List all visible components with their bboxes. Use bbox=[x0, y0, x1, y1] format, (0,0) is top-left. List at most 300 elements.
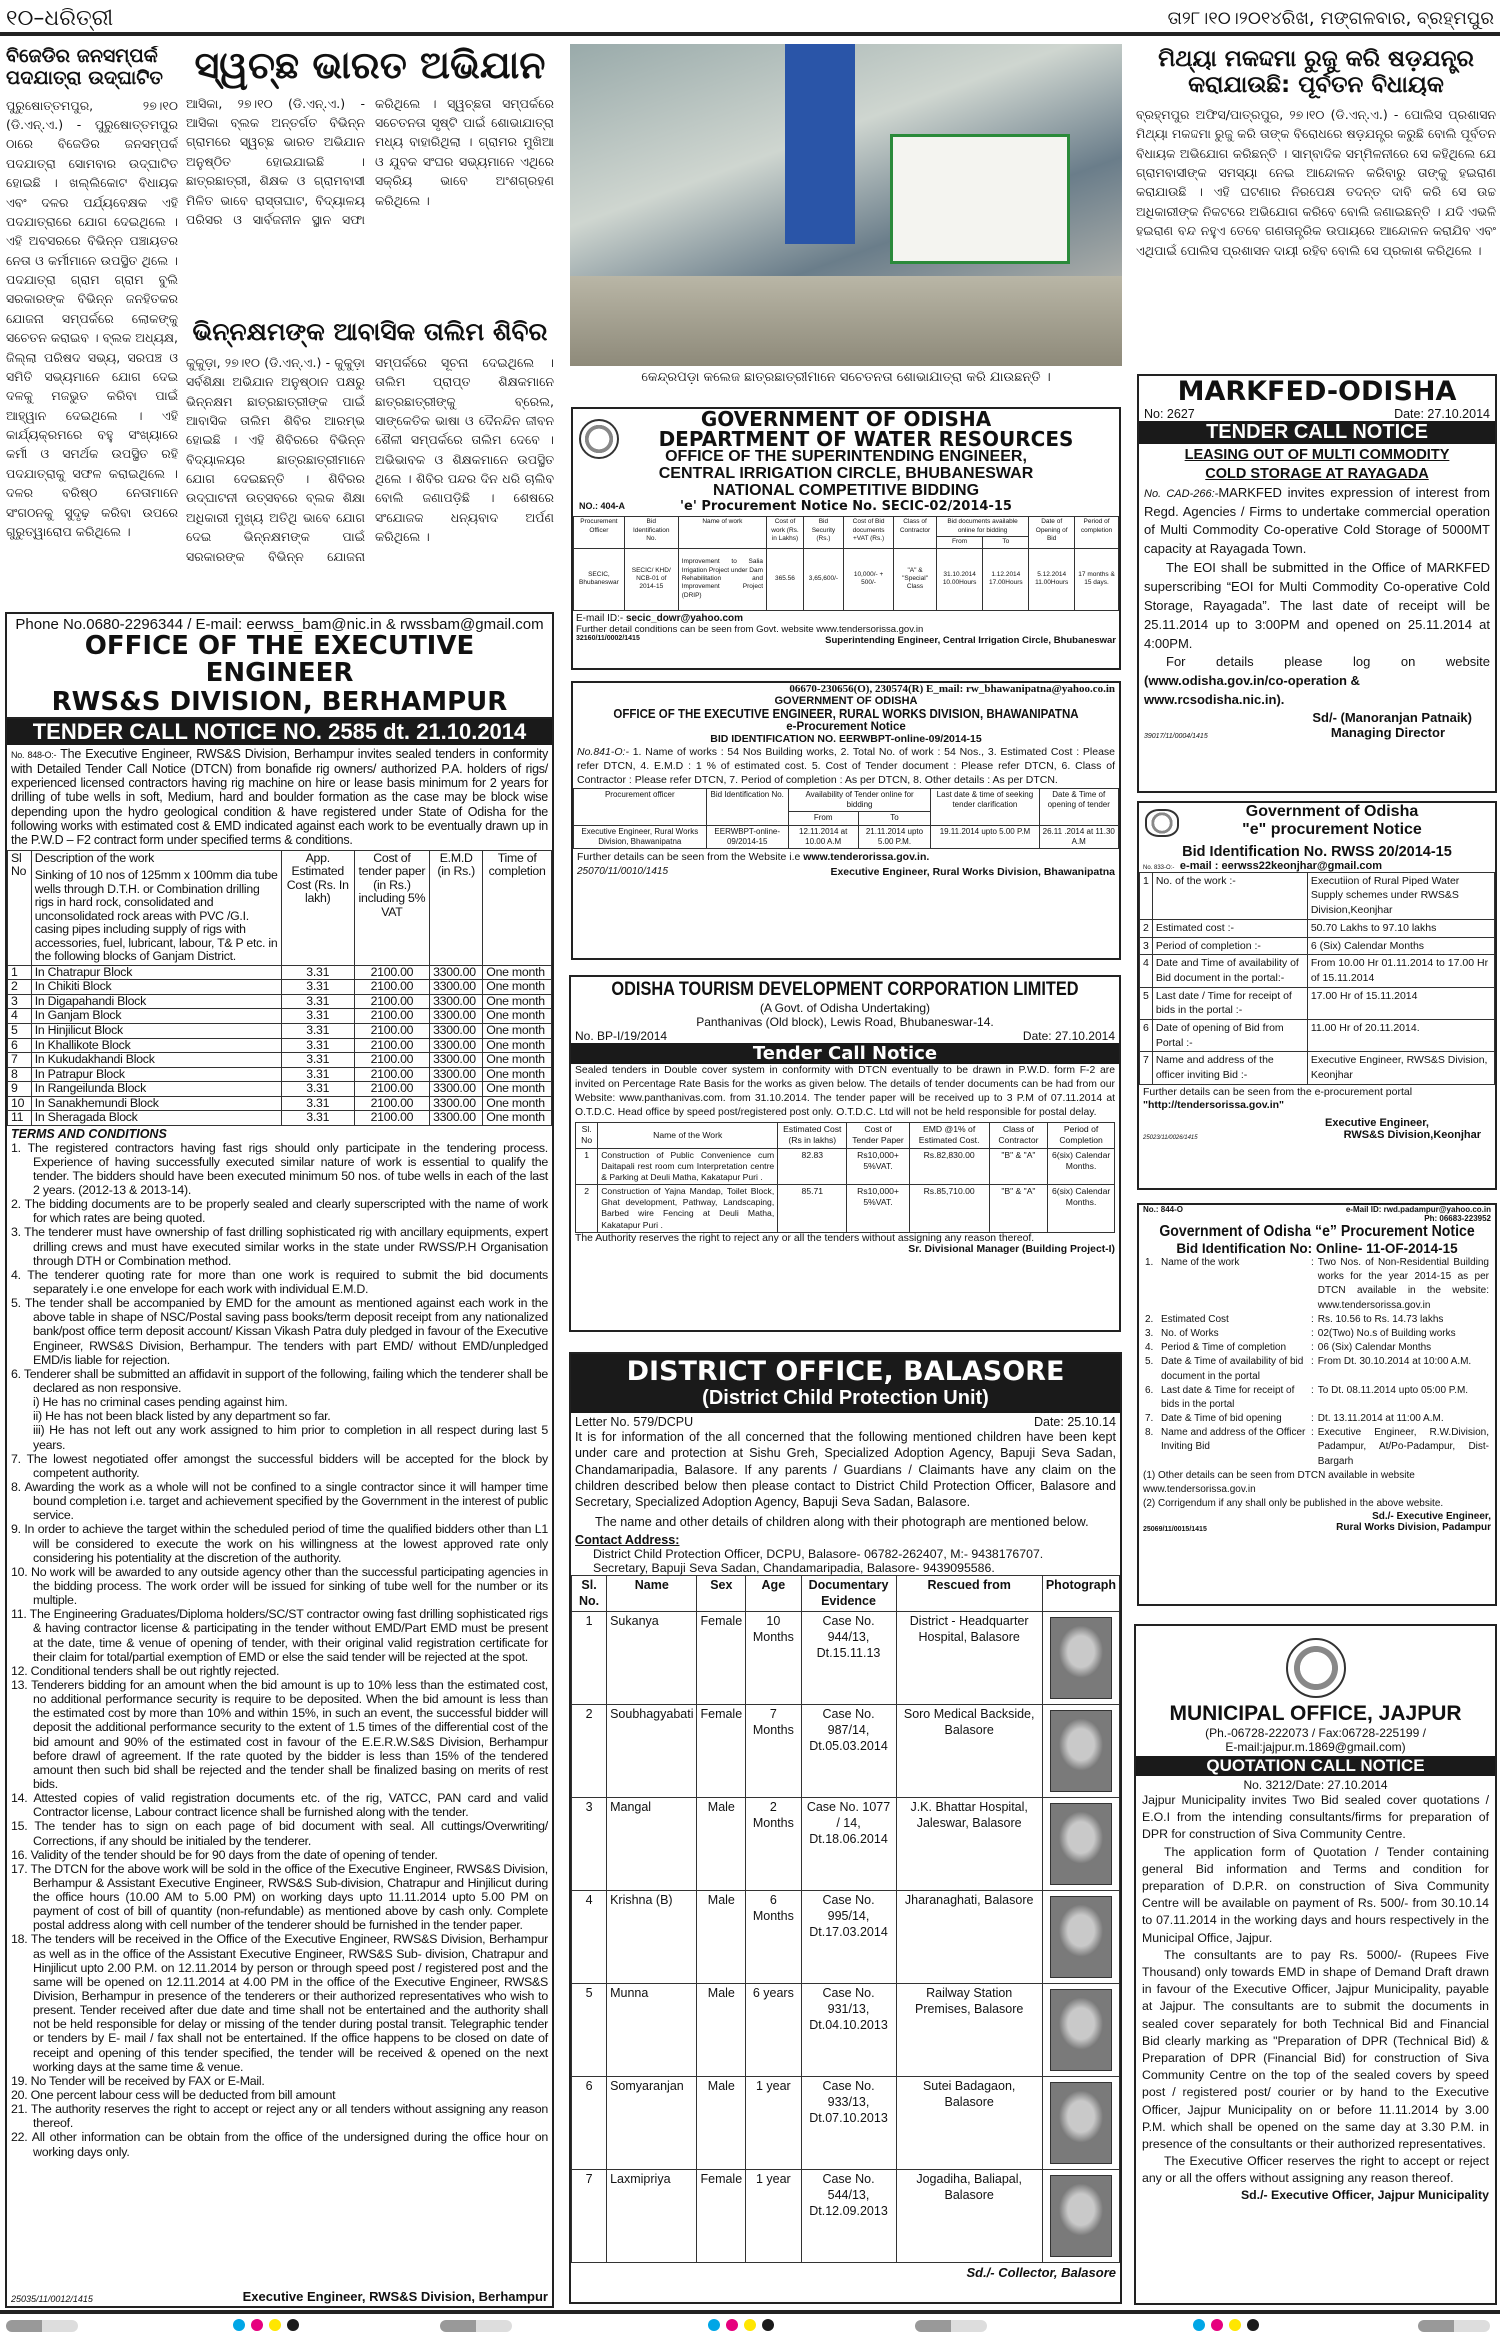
term-item: 6. Tenderer shall be submitted an affidavit in support of the following, failing which the tenderer shall be declared as non responsive. bbox=[11, 1366, 548, 1395]
bid-id: BID IDENTIFICATION NO. EERWBPT-online-09/2014-15 bbox=[710, 733, 982, 745]
table-cell: 1 bbox=[1140, 872, 1153, 919]
ref-no: NO.: 404-A bbox=[579, 501, 626, 512]
table-cell: : bbox=[1311, 1313, 1314, 1325]
table-cell: 2. bbox=[1145, 1313, 1154, 1325]
ref-line bbox=[1144, 407, 1490, 421]
table-cell: 10 Months bbox=[746, 1611, 801, 1704]
table-row bbox=[8, 1009, 552, 1024]
table-cell: 50.70 Lakhs to 97.10 lakhs bbox=[1307, 919, 1494, 937]
cyan-dot bbox=[708, 2319, 720, 2331]
terms-list bbox=[11, 1141, 548, 2159]
column-header: App. Estimated Cost (Rs. In lakh) bbox=[281, 850, 354, 965]
table-cell: : bbox=[1311, 1327, 1314, 1339]
detail-row bbox=[1143, 1412, 1491, 1426]
table-cell: 2100.00 bbox=[354, 994, 429, 1009]
term-item: 21. The authority reserves the right to accept or reject any or all tenders without assigning any reason thereof. bbox=[11, 2102, 548, 2131]
table-cell: : bbox=[1311, 1427, 1314, 1439]
table-cell: Date of opening of Bid from Portal :- bbox=[1152, 1019, 1307, 1051]
ad-markfed bbox=[1137, 374, 1497, 793]
contact-1: (Ph.-06728-222073 / Fax:06728-225199 / bbox=[1205, 1726, 1426, 1740]
signature: Sd./- Collector, Balasore bbox=[966, 2264, 1116, 2280]
table-cell: 1.12.2014 17.00Hours bbox=[983, 548, 1029, 610]
table-cell: 2 Months bbox=[746, 1797, 801, 1890]
column-header: Sl. No. bbox=[572, 1576, 607, 1612]
child-photo bbox=[1050, 2082, 1112, 2164]
ad-code: 25069/11/0015/1415 bbox=[1143, 1525, 1207, 1533]
term-item: 2. The bidding documents are to be properly sealed and clearly superscripted with the name of work for which rates are being quoted. bbox=[11, 1197, 548, 1226]
child-row bbox=[572, 2169, 1120, 2262]
table-cell: In Digapahandi Block bbox=[31, 994, 281, 1009]
table-cell: 12.11.2014 at 10.00 A.M bbox=[788, 825, 858, 849]
table-cell: Male bbox=[697, 1797, 746, 1890]
term-item: 18. The tenders will be received in the Office of the Executive Engineer, RWS&S Division, Berhampur as well as in the office of the Assistant Executive Engineer, RWS&S Sub- division, Chatrapur and Hinjilicut upto 2.00 P.M. on 12.11.2014 by person or through speed post / registered post and the same will be opened on 12.11.2014 at 4.00 PM in the office of the Executive Engineer, RWS&S Division, Berhampur in presence of the tenderers or their authorized representatives who wish to present. Tender received after due date and time shall not be entertained and the authority shall not be held responsible for delay or missing of the tender during postal transit. Telegraphic tender or tenders by E- mail / fax shall not be entertained. If the office happens to be closed on date of receipt and opening of this tender specified, the tender will be received & opened on the next working days at the same time & venue. bbox=[11, 1932, 548, 2074]
term-item: 17. The DTCN for the above work will be sold in the office of the Executive Engineer, RWS&S Division, Berhampur & Assistant Executive Engineer, RWS&S Sub-division, Chatrapur and Hinjilicut during the office hours (10.00 AM to 5.00 PM) on working days upto 11.11.2014 upto 5.00 PM on payment of cost of bill of quantity (non-refundable) as mentioned above by cash only. Complete postal address along with cell number of the tenderer should be furnished in the tender paper. bbox=[11, 1861, 548, 1933]
table-cell: In Patrapur Block bbox=[31, 1067, 281, 1082]
title-office: OFFICE OF THE EXECUTIVE ENGINEER, RURAL WORKS DIVISION, BHAWANIPATNA bbox=[613, 707, 1079, 721]
table-cell: 2 bbox=[576, 1185, 598, 1233]
table-cell: 85.71 bbox=[778, 1185, 847, 1233]
column-header-label: Description of the work bbox=[34, 850, 155, 865]
further-details: Further detail conditions can be seen from Govt. website www.tendersorissa.gov.in bbox=[576, 623, 924, 635]
detail-row bbox=[1140, 987, 1495, 1019]
table-cell: 4. bbox=[1145, 1342, 1154, 1354]
child-photo bbox=[1050, 1896, 1112, 1978]
intro-text: The Executive Engineer, RWS&S Division, Berhampur invites sealed tenders in conformity with Detailed Tender Call Notice (DTCN) from bonafide rig owners/ authorized P.A. holders of rigs/ experienced licensed contractors having rig machine on hire or lease basis minimum for 2 years for drilling of tube wells in soft, Medium, hard and boulder formation as the case may be block wise depending upon the hydro geological condition & have registered under State of Odisha for the following works with estimated cost & EMD indicated against each work to be eventually drawn up in the P.W.D – F2 contract form under specified terms & conditions. bbox=[11, 747, 548, 848]
table-cell: 3.31 bbox=[281, 1053, 354, 1068]
table-cell: : bbox=[1311, 1384, 1314, 1396]
table-cell: "B" & "A" bbox=[989, 1185, 1048, 1233]
ad-footer bbox=[1144, 725, 1490, 740]
news-swachh bbox=[186, 44, 554, 314]
detail-row bbox=[1140, 1019, 1495, 1051]
detail-row bbox=[1143, 1384, 1491, 1412]
table-cell: 5 bbox=[572, 1983, 607, 2076]
table-cell: 17.00 Hr of 15.11.2014 bbox=[1307, 987, 1494, 1019]
magenta-dot bbox=[1211, 2319, 1223, 2331]
table-cell: Name of the work bbox=[1161, 1257, 1240, 1268]
odisha-emblem-icon bbox=[1145, 809, 1179, 837]
table-row bbox=[8, 980, 552, 995]
table-cell: 19.11.2014 upto 5.00 P.M bbox=[931, 825, 1039, 849]
ad-footer bbox=[577, 866, 1115, 878]
table-cell: 3300.00 bbox=[430, 1067, 483, 1082]
detail-row bbox=[1143, 1256, 1491, 1313]
table-cell: 1. bbox=[1145, 1257, 1154, 1268]
contact-title: Contact Address: bbox=[575, 1533, 680, 1548]
child-row bbox=[572, 2076, 1120, 2169]
table-cell: Soubhagyabati bbox=[607, 1704, 697, 1797]
phone: Ph: 06683-223952 bbox=[1424, 1214, 1491, 1223]
work-description: Sinking of 10 nos of 125mm x 100mm dia tube wells through D.T.H. or Combination drilling rigs in hard rock, consolidated and unconsolidated rock areas with PVC /G.I. casing pipes including supply of rigs with accessories, fuel, lubricant, labour, T& P etc. in the following blocks of Ganjam District. bbox=[34, 868, 278, 964]
table-cell: Construction of Public Convenience cum Daitapali rest room cum Interpretation centre & Parking at Deuli Matha, Kakatapur Puri . bbox=[598, 1148, 778, 1185]
email: secic_dowr@yahoo.com bbox=[626, 612, 744, 624]
ad-footer bbox=[1143, 1522, 1491, 1533]
detail-row bbox=[1140, 872, 1495, 919]
notice-banner: Tender Call Notice bbox=[571, 1043, 1119, 1064]
table-cell: 7 Months bbox=[746, 1704, 801, 1797]
table-row bbox=[8, 994, 552, 1009]
detail-row bbox=[1140, 919, 1495, 937]
signature: Superintending Engineer, Central Irrigation Circle, Bhubaneswar bbox=[825, 634, 1116, 646]
table-row bbox=[576, 1185, 1115, 1233]
child-row bbox=[572, 1983, 1120, 2076]
table-row bbox=[8, 1053, 552, 1068]
column-header: Sl No bbox=[8, 850, 32, 965]
table-cell: Mangal bbox=[607, 1797, 697, 1890]
note-item: (1) Other details can be seen from DTCN available in website www.tendersorissa.gov.in bbox=[1143, 1469, 1415, 1495]
ad-footer bbox=[576, 635, 1116, 646]
table-cell: Date & Time of availability of bid document in the portal bbox=[1161, 1356, 1304, 1382]
table-cell: 3300.00 bbox=[430, 1009, 483, 1024]
page-label: ୧୦–ଧରିତ୍ରୀ bbox=[6, 6, 114, 31]
table-cell: Last date & Time for receipt of bids in the portal bbox=[1161, 1384, 1295, 1410]
body-text: 1. Name of works : 54 Nos Building works, 2. Total No. of work : 54 Nos., 3. Estimated Cost : Please refer DTCN, 4. E.M.D : 1 % of estimated cost. 5. Cost of Tender document : Please refer DTCN, 6. Class of Contractor : Please refer DTCN, 7. Period of completion : As per DTCN, 8. Other details : As per DTCN. bbox=[577, 746, 1115, 787]
table-cell: In Kukudakhandi Block bbox=[31, 1053, 281, 1068]
column-header: Sl. No bbox=[576, 1123, 598, 1148]
table-cell: Executive Engineer, Rural Works Division, Bhawanipatna bbox=[574, 825, 707, 849]
table-cell: In Chikiti Block bbox=[31, 980, 281, 995]
black-dot bbox=[1247, 2319, 1259, 2331]
reserve-note: The Authority reserves the right to reject any or all the tenders without assigning any reason thereof. bbox=[575, 1232, 1035, 1244]
black-dot bbox=[287, 2319, 299, 2331]
child-photo bbox=[1050, 1617, 1112, 1699]
table-cell: EERWBPT-online-09/2014-15 bbox=[706, 825, 788, 849]
column-header: Cost of Tender Paper bbox=[847, 1123, 909, 1148]
bid-id: Bid Identification No. RWSS 20/2014-15 bbox=[1182, 843, 1452, 860]
details-list bbox=[1143, 1256, 1491, 1469]
table-cell: Female bbox=[697, 1704, 746, 1797]
table-cell: Laxmipriya bbox=[607, 2169, 697, 2262]
column-header: Availability of Tender online for bidding bbox=[788, 788, 931, 812]
table-cell: 17 months & 15 days. bbox=[1075, 548, 1119, 610]
table-cell: 2100.00 bbox=[354, 1038, 429, 1053]
term-item: ii) He has not been black listed by any department so far. bbox=[33, 1409, 331, 1424]
ref-line bbox=[575, 1029, 1115, 1043]
letter-date: Date: 25.10.14 bbox=[1033, 1415, 1116, 1429]
title-govt: Government of Odisha bbox=[1245, 803, 1419, 820]
table-cell: Case No. 944/13, Dt.15.11.13 bbox=[801, 1611, 896, 1704]
table-cell: 7 bbox=[1140, 1052, 1153, 1084]
table-cell: 3300.00 bbox=[430, 1024, 483, 1039]
table-cell: Rs.85,710.00 bbox=[909, 1185, 989, 1233]
column-header: Date of Opening of Bid bbox=[1029, 517, 1075, 548]
table-cell: Munna bbox=[607, 1983, 697, 2076]
signature: Executive Engineer, RWS&S Division, Berhampur bbox=[242, 2289, 548, 2304]
detail-row bbox=[1140, 937, 1495, 955]
contact-line: 06670-230656(O), 230574(R) E_mail: rw_bhawanipatna@yahoo.co.in bbox=[789, 683, 1115, 695]
table-cell: 8 bbox=[8, 1067, 32, 1082]
letter-line bbox=[575, 1415, 1116, 1429]
ad-code: 25023/11/0026/1415 bbox=[1143, 1135, 1198, 1142]
table-cell: 5. bbox=[1145, 1356, 1154, 1368]
corp-sub: (A Govt. of Odisha Undertaking) bbox=[759, 1001, 931, 1015]
cmyk-dots bbox=[705, 2318, 777, 2336]
table-cell: 3 bbox=[8, 994, 32, 1009]
ref-no: No. 848-O:- bbox=[11, 750, 57, 761]
table-cell: 3.31 bbox=[281, 1096, 354, 1111]
ad-code: 39017/11/0004/1415 bbox=[1144, 732, 1208, 740]
dateline: ତା୨୮।୧୦।୨୦୧୪ରିଖ, ମଙ୍ଗଳବାର, ବ୍ରହ୍ମପୁର bbox=[1167, 8, 1494, 29]
corp-title: ODISHA TOURISM DEVELOPMENT CORPORATION LIMITED bbox=[611, 979, 1079, 1000]
table-cell: One month bbox=[483, 994, 552, 1009]
news-bjd bbox=[6, 46, 178, 601]
column-header: Time of completion bbox=[483, 850, 552, 965]
table-cell: To Dt. 08.11.2014 upto 05:00 P.M. bbox=[1317, 1384, 1469, 1396]
column-header: Name bbox=[607, 1576, 697, 1612]
registration-pill bbox=[6, 2320, 78, 2332]
child-row bbox=[572, 1704, 1120, 1797]
table-cell: One month bbox=[483, 1009, 552, 1024]
term-item: 13. Tenderers bidding for an amount when the bid amount is up to 10% less than the estimated cost, no additional performance security is require to be deposited. When the bid amount is less than the estimated cost by more than 10% and within 15%, in such an event, the successful bidder will deposit the additional performance security to the extent of 1.5 times of the differential cost of the bid amount and 90% of the estimated cost in favour of the E.E.R.W.S&S Division, Berhampur before drawl of agreement. If the rate quoted by the bidder is less than 15% of the tendered amount then such bid shall be rejected and the tender shall be finalized basing on merits of rest bids. bbox=[11, 1677, 548, 1791]
table-cell: 2100.00 bbox=[354, 1096, 429, 1111]
table-cell: Dt. 13.11.2014 at 11:00 A.M. bbox=[1317, 1413, 1444, 1425]
table-cell: 3.31 bbox=[281, 1111, 354, 1126]
paragraph-1: It is for information of the all concerned that the following mentioned children have been kept under care and protection at Sishu Greh, Specialized Adoption Agency, Bapuji Seva Sadan, Chandamaripadia, Balasore. If any parents / Guardians / Claimants have any claim on the children described below then please contact to District Child Protection Officer, Balasore and Secretary, Specialized Adoption Agency, Bapuji Seva Sadan, Balasore. bbox=[575, 1430, 1116, 1510]
masthead bbox=[0, 0, 1500, 36]
article-body: ବ୍ରହ୍ମପୁର ଅଫିସ/ପାତ୍ରପୁର, ୨୭।୧୦ (ଡି.ଏନ୍.ଏ.) - ପୋଲିସ ପ୍ରଶାସନ ମିଥ୍ୟା ମକଦ୍ଦମା ରୁଜୁ କରି ତାଙ୍କ ବିରୋଧରେ ଷଡ଼ଯନ୍ତ୍ର କରୁଛି ବୋଲି ପୂର୍ବତନ ବିଧାୟକ ଅଭିଯୋଗ କରିଛନ୍ତି । ସାମ୍ବାଦିକ ସମ୍ମିଳନୀରେ ସେ କହିଥିଲେ ଯେ ଗ୍ରାମବାସୀଙ୍କ ସମସ୍ୟା ନେଇ ଆନ୍ଦୋଳନ କରିବାରୁ ତାଙ୍କୁ ହଇରାଣ କରାଯାଉଛି । ଏହି ଘଟଣାର ନିରପେକ୍ଷ ତଦନ୍ତ ଦାବି କରି ସେ ଉଚ୍ଚ ଅଧିକାରୀଙ୍କ ନିକଟରେ ଅଭିଯୋଗ କରିବେ ବୋଲି ଜଣାଇଛନ୍ତି । ଯଦି ଏଭଳି ହଇରାଣ ବନ୍ଦ ନହୁଏ ତେବେ ଗଣତାନ୍ତ୍ରିକ ଉପାୟରେ ଆନ୍ଦୋଳନ କରାଯିବ ଏବଂ ଏଥିପାଇଁ ପୋଲିସ ପ୍ରଶାସନ ଦାୟୀ ରହିବ ବୋଲି ସେ ପ୍ରକାଶ କରିଥିଲେ । bbox=[1136, 106, 1496, 258]
table-cell: Executive Engineer, R.W.Division, Padampur, At/Po-Padampur, Dist- Bargarh bbox=[1317, 1427, 1489, 1467]
table-cell: No. of the work :- bbox=[1152, 872, 1307, 919]
table-cell: In Sanakhemundi Block bbox=[31, 1096, 281, 1111]
child-photo bbox=[1050, 1710, 1112, 1792]
column-header: Bid Security (Rs.) bbox=[803, 517, 843, 548]
ref-no: No. 833-O:- bbox=[1143, 864, 1175, 871]
table-cell: 1 year bbox=[746, 2076, 801, 2169]
column-header: E.M.D (in Rs.) bbox=[430, 850, 483, 965]
table-cell: 3 bbox=[572, 1797, 607, 1890]
table-cell: In Chatrapur Block bbox=[31, 965, 281, 980]
signature-2: Rural Works Division, Padampur bbox=[1336, 1521, 1491, 1533]
table-cell: 3300.00 bbox=[430, 965, 483, 980]
photo-caption: କେନ୍ଦ୍ରପଡ଼ା କଲେଜ ଛାତ୍ରଛାତ୍ରୀମାନେ ସଚେତନତା ଶୋଭାଯାତ୍ରା କରି ଯାଉଛନ୍ତି । bbox=[641, 370, 1051, 385]
table-cell: 3300.00 bbox=[430, 1082, 483, 1097]
table-cell: Executive Engineer, RWS&S Division, Keonjhar bbox=[1307, 1052, 1494, 1084]
table-cell: Case No. 1077 / 14, Dt.18.06.2014 bbox=[801, 1797, 896, 1890]
email: e-mail : eerwss22keonjhar@gmail.com bbox=[1179, 859, 1383, 872]
ad-code: 25070/11/0010/1415 bbox=[577, 866, 669, 878]
table-cell: Railway Station Premises, Balasore bbox=[896, 1983, 1042, 2076]
table-cell: Male bbox=[697, 2076, 746, 2169]
photo-cell bbox=[1042, 1704, 1119, 1797]
table-cell: SECIC, Bhubaneswar bbox=[574, 548, 625, 610]
table-cell: 3.31 bbox=[281, 994, 354, 1009]
table-cell: Improvement to Salia Irrigation Project under Dam Rehabilitation and Improvement Project (DRIP) bbox=[678, 548, 766, 610]
intro-paragraph bbox=[11, 747, 548, 848]
term-item: 4. The tenderer quoting rate for more than one work is required to submit the bid documents separately i.e one envelope for each work with individual E.M.D. bbox=[11, 1267, 548, 1297]
child-photo bbox=[1050, 1989, 1112, 2071]
notice-date: Date: 27.10.2014 bbox=[1394, 407, 1490, 421]
table-cell: 06 (Six) Calendar Months bbox=[1317, 1342, 1432, 1354]
table-cell: J.K. Bhattar Hospital, Jaleswar, Balasore bbox=[896, 1797, 1042, 1890]
table-cell: Estimated cost :- bbox=[1152, 919, 1307, 937]
table-cell: 2100.00 bbox=[354, 1082, 429, 1097]
subject-2: COLD STORAGE AT RAYAGADA bbox=[1205, 465, 1429, 482]
odisha-emblem-icon bbox=[579, 419, 619, 459]
table-cell: From Dt. 30.10.2014 at 10:00 A.M. bbox=[1317, 1356, 1472, 1368]
news-photo-rally bbox=[570, 44, 1122, 366]
table-cell: 26.11 .2014 at 11.30 A.M bbox=[1039, 825, 1119, 849]
table-cell: 3300.00 bbox=[430, 1096, 483, 1111]
ad-code: 25035/11/0012/1415 bbox=[11, 2294, 93, 2304]
paragraph-4: The Executive Officer reserves the right to accept or reject any or all the offers without assigning any reason thereof. bbox=[1142, 2154, 1489, 2186]
table-cell: Last date / Time for receipt of bids in the portal :- bbox=[1152, 987, 1307, 1019]
table-cell: Date and Time of availability of Bid document in the portal:- bbox=[1152, 955, 1307, 987]
works-table bbox=[575, 1122, 1115, 1233]
title-notice: "e" procurement Notice bbox=[1242, 821, 1422, 839]
contact-2: E-mail:jajpur.m.1869@gmail.com) bbox=[1225, 1740, 1406, 1754]
registration-pill bbox=[440, 2320, 512, 2332]
detail-row bbox=[1143, 1327, 1491, 1341]
table-cell: 3 bbox=[1140, 937, 1153, 955]
table-cell: 2100.00 bbox=[354, 1111, 429, 1126]
corp-address: Panthanivas (Old block), Lewis Road, Bhubaneswar-14. bbox=[696, 1015, 994, 1029]
table-cell: 1 bbox=[576, 1148, 598, 1185]
table-cell: Executiion of Rural Piped Water Supply schemes under RWS&S Division,Keonjhar bbox=[1307, 872, 1494, 919]
table-cell: 6. bbox=[1145, 1384, 1154, 1396]
signature-1: Executive Engineer, bbox=[1325, 1117, 1429, 1130]
table-cell: 31.10.2014 10.00Hours bbox=[936, 548, 983, 610]
table-row bbox=[8, 1096, 552, 1111]
cmyk-dots bbox=[230, 2318, 302, 2336]
office-title: DISTRICT OFFICE, BALASORE bbox=[626, 1356, 1065, 1387]
notes bbox=[1143, 1469, 1491, 1511]
portal-url: "http://tendersorissa.gov.in" bbox=[1143, 1099, 1285, 1112]
table-cell: Case No. 995/14, Dt.17.03.2014 bbox=[801, 1890, 896, 1983]
terms-title: TERMS AND CONDITIONS bbox=[11, 1126, 167, 1141]
table-cell: Case No. 931/13, Dt.04.10.2013 bbox=[801, 1983, 896, 2076]
table-cell: 4 bbox=[572, 1890, 607, 1983]
table-cell: 4 bbox=[8, 1009, 32, 1024]
signature-2: RWS&S Division,Keonjhar bbox=[1343, 1129, 1481, 1142]
table-cell: 21.11.2014 upto 5.00 P.M. bbox=[858, 825, 931, 849]
column-subheader: From bbox=[788, 812, 858, 825]
column-header: Estimated Cost (Rs in lakhs) bbox=[778, 1123, 847, 1148]
column-header: Procurement officer bbox=[574, 788, 707, 825]
table-cell: 3. bbox=[1145, 1327, 1154, 1339]
term-item: 14. Attested copies of valid registration documents etc. of the rig, VATCC, PAN card and valid Contractor license, Labour contract licence shall be furnished along with the tender. bbox=[11, 1791, 548, 1820]
notice-title: Government of Odisha “e” Procurement Notice bbox=[1159, 1223, 1475, 1240]
table-cell: 6(six) Calendar Months. bbox=[1048, 1148, 1115, 1185]
table-cell: District - Headquarter Hospital, Balasore bbox=[896, 1611, 1042, 1704]
paragraph-2: The EOI shall be submitted in the Office of MARKFED superscribing “EOI for Multi Commodity Co-operative Cold Storage, Rayagada”. The last date of receipt will be 25.11.2014 up to 3:00PM and opened on 25.11.2014 at 4:00PM. bbox=[1144, 560, 1490, 651]
table-cell: 6 Months bbox=[746, 1890, 801, 1983]
letter-no: Letter No. 579/DCPU bbox=[575, 1415, 694, 1429]
table-cell: : bbox=[1311, 1356, 1314, 1368]
paragraph-1 bbox=[1144, 484, 1490, 559]
office-title: MUNICIPAL OFFICE, JAJPUR bbox=[1169, 1702, 1462, 1725]
table-row bbox=[8, 1111, 552, 1126]
paragraph-2: The name and other details of children along with their photograph are mentioned below. bbox=[595, 1514, 1089, 1529]
bid-table bbox=[573, 788, 1119, 850]
detail-row bbox=[1143, 1313, 1491, 1327]
table-cell: : bbox=[1311, 1257, 1314, 1268]
table-cell: 82.83 bbox=[778, 1148, 847, 1185]
details-table bbox=[1139, 872, 1495, 1085]
email-label: E-mail ID:- bbox=[576, 612, 626, 624]
ad-keonjhar bbox=[1137, 801, 1497, 1190]
table-cell: 02(Two) No.s of Building works bbox=[1317, 1327, 1456, 1339]
table-cell: 3300.00 bbox=[430, 1111, 483, 1126]
table-cell: Sukanya bbox=[607, 1611, 697, 1704]
title-circle: CENTRAL IRRIGATION CIRCLE, BHUBANESWAR bbox=[658, 464, 1034, 482]
column-header: Cost of tender paper (in Rs.) including 5% VAT bbox=[354, 850, 429, 965]
bid-table bbox=[573, 516, 1119, 610]
table-cell: 9 bbox=[8, 1082, 32, 1097]
column-header: Procurement Officer bbox=[574, 517, 625, 548]
table-cell: Soro Medical Backside, Balasore bbox=[896, 1704, 1042, 1797]
cyan-dot bbox=[233, 2319, 245, 2331]
table-cell: 6 bbox=[1140, 1019, 1153, 1051]
table-cell: 6 bbox=[572, 2076, 607, 2169]
ref-line bbox=[1143, 1205, 1491, 1214]
ad-footer bbox=[1143, 1129, 1491, 1141]
term-item: 11. The Engineering Graduates/Diploma holders/SC/ST contractor owing fast drilling sophisticated rigs & having contractor license & participating in the tender without EMD/Part EMD must be present at the date, time & venue of opening of tender, with their original valid registration certificate for their claim for total/partial exemption of EMD or else the said tender will be rejected at the spot. bbox=[11, 1607, 548, 1664]
column-header: Date & Time of opening of tender bbox=[1039, 788, 1119, 825]
ad-jajpur bbox=[1134, 1624, 1497, 2305]
further-text: Further details can be seen from the Website i.e bbox=[577, 851, 804, 864]
table-cell: 2100.00 bbox=[354, 980, 429, 995]
table-cell: Sutei Badagaon, Balasore bbox=[896, 2076, 1042, 2169]
black-dot bbox=[762, 2319, 774, 2331]
column-header: Cost of work (Rs. in Lakhs) bbox=[767, 517, 804, 548]
term-item: 19. No Tender will be received by FAX or E-Mail. bbox=[11, 2073, 265, 2088]
table-cell: Case No. 987/14, Dt.05.03.2014 bbox=[801, 1704, 896, 1797]
magenta-dot bbox=[251, 2319, 263, 2331]
ad-water-resources bbox=[571, 407, 1121, 670]
table-cell: One month bbox=[483, 1096, 552, 1111]
photo-cell bbox=[1042, 1797, 1119, 1890]
table-cell: 3,65,600/- bbox=[803, 548, 843, 610]
column-header: Cost of Bid documents +VAT (Rs.) bbox=[843, 517, 893, 548]
detail-row bbox=[1140, 1052, 1495, 1084]
yellow-dot bbox=[744, 2319, 756, 2331]
contact-line: Phone No.0680-2296344 / E-mail: eerwss_bam@nic.in & rwssbam@gmail.com bbox=[15, 616, 544, 633]
table-cell: 2 bbox=[572, 1704, 607, 1797]
table-cell: 6 (Six) Calendar Months bbox=[1307, 937, 1494, 955]
headline: ସ୍ୱଚ୍ଛ ଭାରତ ଅଭିଯାନ bbox=[194, 44, 546, 87]
table-cell: In Khallikote Block bbox=[31, 1038, 281, 1053]
contact-2: Secretary, Bapuji Seva Sadan, Chandamaripadia, Balasore- 9439095586. bbox=[593, 1561, 995, 1576]
column-header: Sex bbox=[697, 1576, 746, 1612]
ad-balasore-dcpu bbox=[569, 1352, 1122, 2304]
signature: Sr. Divisional Manager (Building Project-I) bbox=[908, 1243, 1115, 1255]
term-item: 12. Conditional tenders shall be out rightly rejected. bbox=[11, 1663, 280, 1678]
table-cell: Case No. 544/13, Dt.12.09.2013 bbox=[801, 2169, 896, 2262]
paragraph-3: The consultants are to pay Rs. 5000/- (Rupees Five Thousand) only towards EMD in shape of Demand Draft drawn in favour of the Executive Officer, Jajpur Municipality, payable at Jajpur. The consultants are to submit the documents in sealed cover separately for both Technical Bid and Financial Bid clearly marking as "Preparation of DPR (Technical Bid) & Preparation of DPR (Financial Bid) for construction of Siva Community Centre on the top of the sealed covers by speed post / registered post/ courier or by hand to the Executive Officer, Jajpur Municipality on or before 11.11.2014 by 3.00 P.M. which shall be opened on the same day at 3.30 P.M. in presence of the consultants or their authorized representatives. bbox=[1142, 1947, 1489, 2152]
office-subtitle: (District Child Protection Unit) bbox=[702, 1387, 989, 1409]
table-cell: 5.12.2014 11.00Hours bbox=[1029, 548, 1075, 610]
yellow-dot bbox=[1229, 2319, 1241, 2331]
cmyk-dots bbox=[1190, 2318, 1262, 2336]
term-item: i) He has no criminal cases pending against him. bbox=[33, 1395, 288, 1410]
photo-cell bbox=[1042, 2169, 1119, 2262]
term-item: 1. The registered contractors having fast rigs should only participate in the tendering process. Experience of having successfully executed similar nature of work is essential to qualify the tender. The bidders should have been executed minimum 50 nos. of tube wells in each of the last 2 years. (2012-13 & 2013-14). bbox=[11, 1140, 548, 1198]
subject-1: LEASING OUT OF MULTI COMMODITY bbox=[1184, 447, 1450, 463]
registration-pill bbox=[915, 2320, 987, 2332]
table-cell: 1 bbox=[8, 965, 32, 980]
column-subheader: To bbox=[858, 812, 931, 825]
ad-otdc bbox=[569, 975, 1121, 1332]
table-cell: SECIC/ KHD/ NCB-01 of 2014-15 bbox=[624, 548, 678, 610]
table-cell: Name and address of the officer inviting Bid :- bbox=[1152, 1052, 1307, 1084]
table-cell: 2 bbox=[8, 980, 32, 995]
table-cell: One month bbox=[483, 965, 552, 980]
detail-row bbox=[1143, 1355, 1491, 1383]
column-header: Documentary Evidence bbox=[801, 1576, 896, 1612]
ref-no: No. 3212/Date: 27.10.2014 bbox=[1243, 1778, 1388, 1792]
table-cell: One month bbox=[483, 1082, 552, 1097]
table-row bbox=[8, 1067, 552, 1082]
